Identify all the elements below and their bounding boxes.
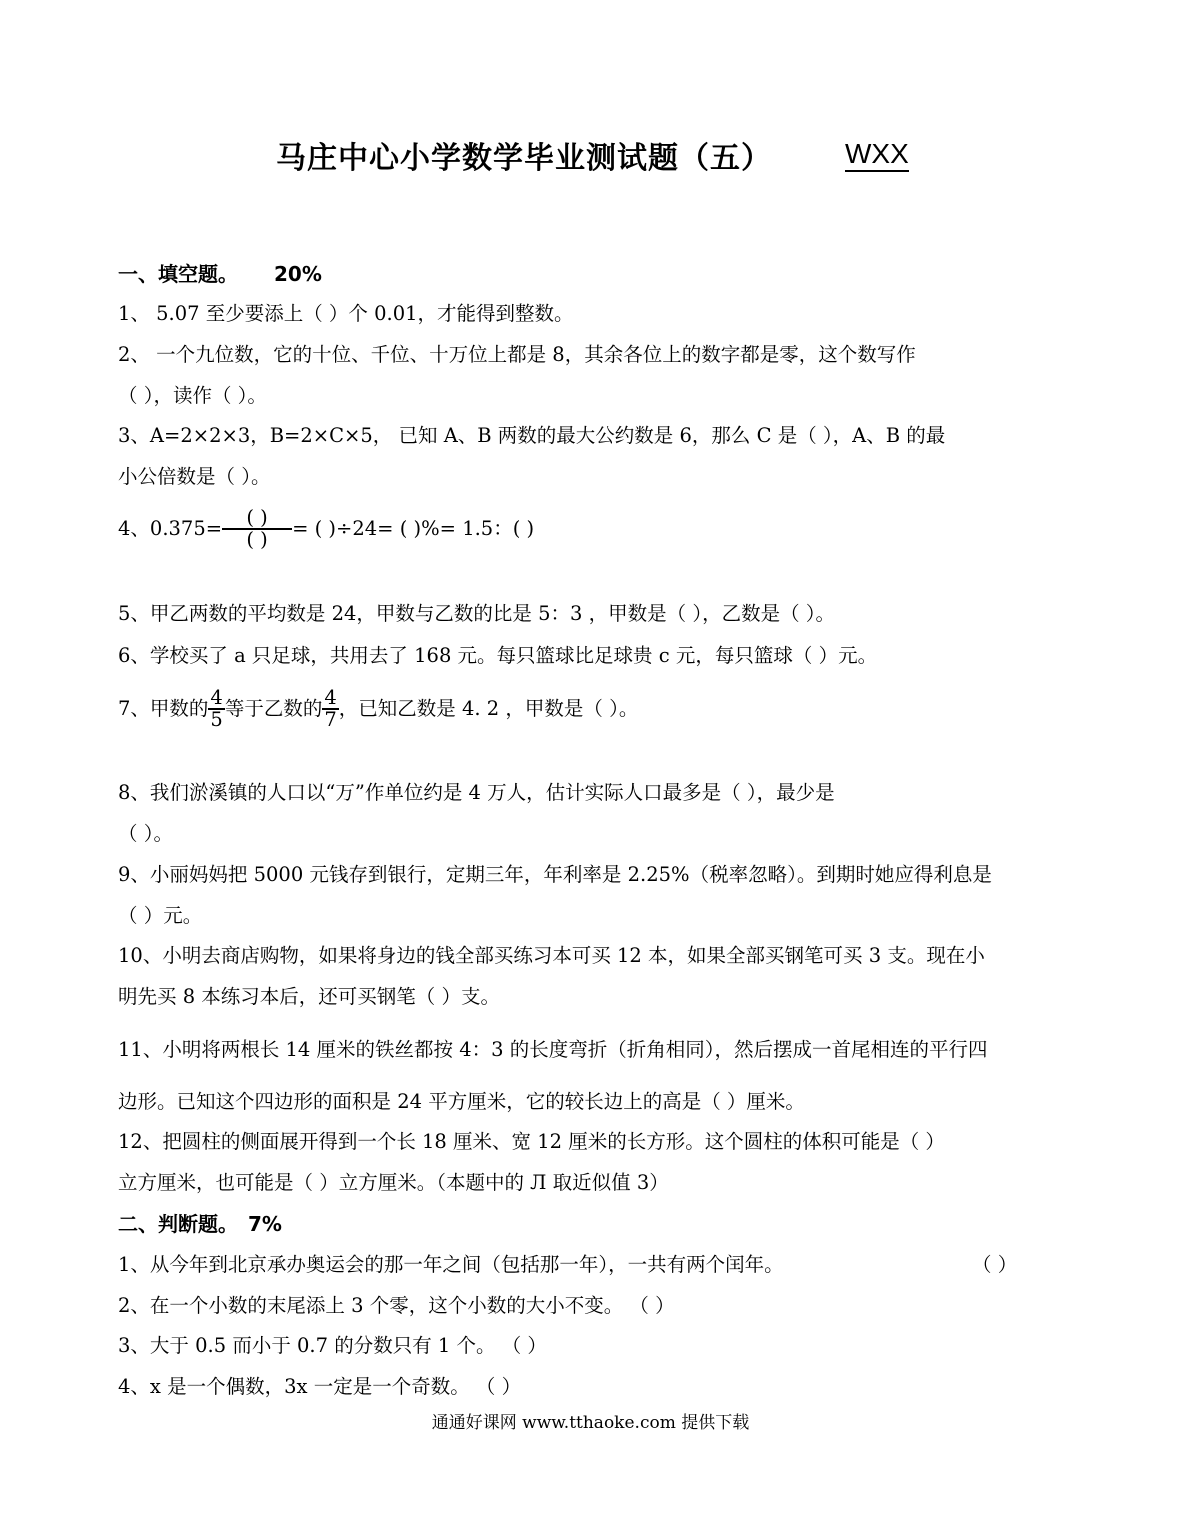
question-3-line-1: 3、A=2×2×3，B=2×C×5， 已知 A、B 两数的最大公约数是 6，那么 C 是（ ），A、B 的最 bbox=[118, 424, 946, 447]
q7-fraction-1-denominator: 5 bbox=[210, 708, 223, 732]
question-12-line-1: 12、把圆柱的侧面展开得到一个长 18 厘米、宽 12 厘米的长方形。这个圆柱的体积可能是（ ） bbox=[118, 1130, 945, 1153]
q4-fraction-numerator: ( ) bbox=[246, 506, 268, 529]
q4-fraction bbox=[222, 508, 292, 551]
question-7 bbox=[118, 688, 638, 731]
question-10-line-2: 明先买 8 本练习本后，还可买钢笔（ ）支。 bbox=[118, 985, 501, 1008]
author-tag: WXX bbox=[845, 138, 909, 172]
section-title: 一、填空题。 bbox=[118, 262, 238, 286]
question-8-line-2: （ ）。 bbox=[118, 822, 173, 845]
q7-middle: 等于乙数的 bbox=[224, 696, 323, 720]
page-title: 马庄中心小学数学毕业测试题（五） bbox=[276, 141, 772, 176]
section-percent: 20% bbox=[274, 262, 322, 286]
question-9-line-1: 9、小丽妈妈把 5000 元钱存到银行，定期三年，年利率是 2.25%（税率忽略）。到期时她应得利息是 bbox=[118, 863, 992, 886]
question-8-line-1: 8、我们淤溪镇的人口以“万”作单位约是 4 万人，估计实际人口最多是（ ），最少是 bbox=[118, 781, 835, 804]
question-3-line-2: 小公倍数是（ ）。 bbox=[118, 465, 271, 488]
judgement-3: 3、大于 0.5 而小于 0.7 的分数只有 1 个。 （ ） bbox=[118, 1334, 547, 1357]
question-2-line-2: （ ），读作（ ）。 bbox=[118, 384, 267, 407]
question-2-line-1: 2、 一个九位数，它的十位、千位、十万位上都是 8，其余各位上的数字都是零，这个数写作 bbox=[118, 343, 916, 366]
q7-fraction-2-numerator: 4 bbox=[324, 686, 337, 709]
question-1: 1、 5.07 至少要添上（ ）个 0.01，才能得到整数。 bbox=[118, 302, 574, 325]
footer-credit: 通通好课网 www.tthaoke.com 提供下载 bbox=[431, 1413, 750, 1433]
section-heading-true-false bbox=[118, 1208, 282, 1237]
q4-fraction-denominator: ( ) bbox=[222, 528, 292, 550]
section-heading-fill-blank bbox=[118, 258, 322, 287]
question-12-line-2: 立方厘米，也可能是（ ）立方厘米。（本题中的 Л 取近似值 3） bbox=[118, 1171, 669, 1194]
section-title: 二、判断题。 bbox=[118, 1212, 238, 1236]
question-9-line-2: （ ）元。 bbox=[118, 904, 203, 927]
q7-fraction-2-denominator: 7 bbox=[324, 708, 337, 732]
q7-prefix: 7、甲数的 bbox=[118, 696, 209, 720]
judgement-4: 4、x 是一个偶数，3x 一定是一个奇数。 （ ） bbox=[118, 1375, 522, 1398]
q7-fraction-2 bbox=[322, 688, 338, 731]
judgement-1-answer-paren: （ ） bbox=[972, 1253, 1018, 1276]
q7-suffix: ，已知乙数是 4. 2 ，甲数是（ ）。 bbox=[338, 696, 639, 720]
q7-fraction-1 bbox=[208, 688, 224, 731]
question-6: 6、学校买了 a 只足球，共用去了 168 元。每只篮球比足球贵 c 元，每只篮球（ ）元。 bbox=[118, 644, 878, 667]
q4-prefix: 4、0.375= bbox=[118, 516, 223, 540]
q4-suffix: = ( )÷24= ( )%= 1.5：( ) bbox=[292, 516, 535, 540]
judgement-1: 1、从今年到北京承办奥运会的那一年之间（包括那一年），一共有两个闰年。 bbox=[118, 1253, 784, 1276]
judgement-2: 2、在一个小数的末尾添上 3 个零，这个小数的大小不变。 （ ） bbox=[118, 1294, 675, 1317]
section-percent: 7% bbox=[248, 1212, 282, 1236]
question-4 bbox=[118, 508, 534, 551]
question-11-line-2: 边形。已知这个四边形的面积是 24 平方厘米，它的较长边上的高是（ ）厘米。 bbox=[118, 1090, 805, 1113]
question-11-line-1: 11、小明将两根长 14 厘米的铁丝都按 4：3 的长度弯折（折角相同），然后摆成一首尾相连的平行四 bbox=[118, 1038, 988, 1061]
q7-fraction-1-numerator: 4 bbox=[210, 686, 223, 709]
question-5: 5、甲乙两数的平均数是 24，甲数与乙数的比是 5：3 ，甲数是（ ），乙数是（ ）。 bbox=[118, 602, 836, 625]
question-10-line-1: 10、小明去商店购物，如果将身边的钱全部买练习本可买 12 本，如果全部买钢笔可买 3 支。现在小 bbox=[118, 944, 985, 967]
